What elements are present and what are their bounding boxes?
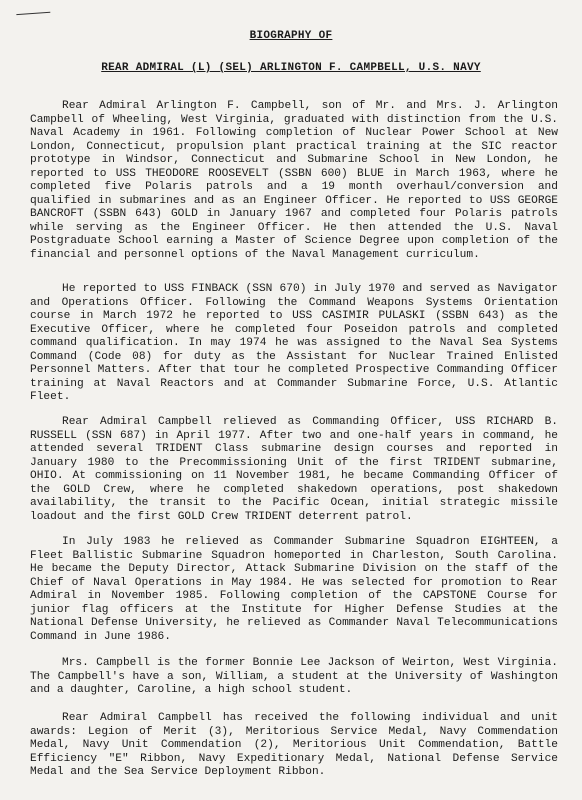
paragraph-early-career: Rear Admiral Arlington F. Campbell, son of Mr. and Mrs. J. Arlington Campbell of Wheeling, West Virginia, graduated with distinction from the U.S. Naval Academy in 1961. Following completion of Nuclear Power School at New London, Connecticut, propulsion plant practical training at the SIC reactor prototype in Windsor, Connecticut and Submarine School in New London, he reported to USS THEODORE ROOSEVELT (SSBN 600) BLUE in March 1963, where he completed five Polaris patrols and a 19 month overhaul/conversion and qualified in submarines and as an Engineer Officer. He reported to USS GEORGE BANCROFT (SSBN 643) GOLD in January 1967 and completed four Polaris patrols while serving as the Engineer Officer. He then attended the U.S. Naval Postgraduate School earning a Master of Science Degree upon completion of the financial and personnel options of the Naval Management curriculum. xyxy=(30,100,558,261)
paragraph-family: Mrs. Campbell is the former Bonnie Lee Jackson of Weirton, West Virginia. The Campbell's have a son, William, a student at the University of Washington and a daughter, Caroline, a high school student. xyxy=(30,657,558,696)
paragraph-command-ohio: Rear Admiral Campbell relieved as Commanding Officer, USS RICHARD B. RUSSELL (SSN 687) in April 1977. After two and one-half years in command, he attended several TRIDENT Class submarine design courses and reported in January 1980 to the Precommissioning Unit of the first TRIDENT submarine, OHIO. At commissioning on 11 November 1981, he became Commanding Officer of the GOLD Crew, where he completed shakedown operations, post shakedown availability, the transit to the Pacific Ocean, initial strategic missile loadout and the first GOLD Crew TRIDENT deterrent patrol. xyxy=(30,416,558,523)
paragraph-awards: Rear Admiral Campbell has received the following individual and unit awards: Legion of Merit (3), Meritorious Service Medal, Navy Commendation Medal, Navy Unit Commendation (2), Meritorious Unit Commendation, Battle Efficiency "E" Ribbon, Navy Expeditionary Medal, National Defense Service Medal and the Sea Service Deployment Ribbon. xyxy=(30,712,558,778)
paragraph-finback-pulaski: He reported to USS FINBACK (SSN 670) in July 1970 and served as Navigator and Operations Officer. Following the Command Weapons Systems Orientation course in March 1972 he reported to USS CASIMIR PULASKI (SSBN 643) as the Executive Officer, where he completed four Poseidon patrols and completed command qualification. In may 1974 he was assigned to the Naval Sea Systems Command (Code 08) for duty as the Assistant for Nuclear Trained Enlisted Personnel Matters. After that tour he completed Prospective Commanding Officer training at Naval Reactors and at Commander Submarine Force, U.S. Atlantic Fleet. xyxy=(30,283,558,403)
document-subject: REAR ADMIRAL (L) (SEL) ARLINGTON F. CAMPBELL, U.S. NAVY xyxy=(101,62,481,74)
document-title: BIOGRAPHY OF xyxy=(249,30,333,42)
corner-pen-mark xyxy=(16,2,51,15)
paragraph-squadron-flag: In July 1983 he relieved as Commander Submarine Squadron EIGHTEEN, a Fleet Ballistic Submarine Squadron homeported in Charleston, South Carolina. He became the Deputy Director, Attack Submarine Division on the staff of the Chief of Naval Operations in May 1984. He was selected for promotion to Rear Admiral in November 1985. Following completion of the CAPSTONE Course for junior flag officers at the Institute for Higher Defense Studies at the National Defense University, he relieved as Commander Naval Telecommunications Command in June 1986. xyxy=(30,536,558,643)
